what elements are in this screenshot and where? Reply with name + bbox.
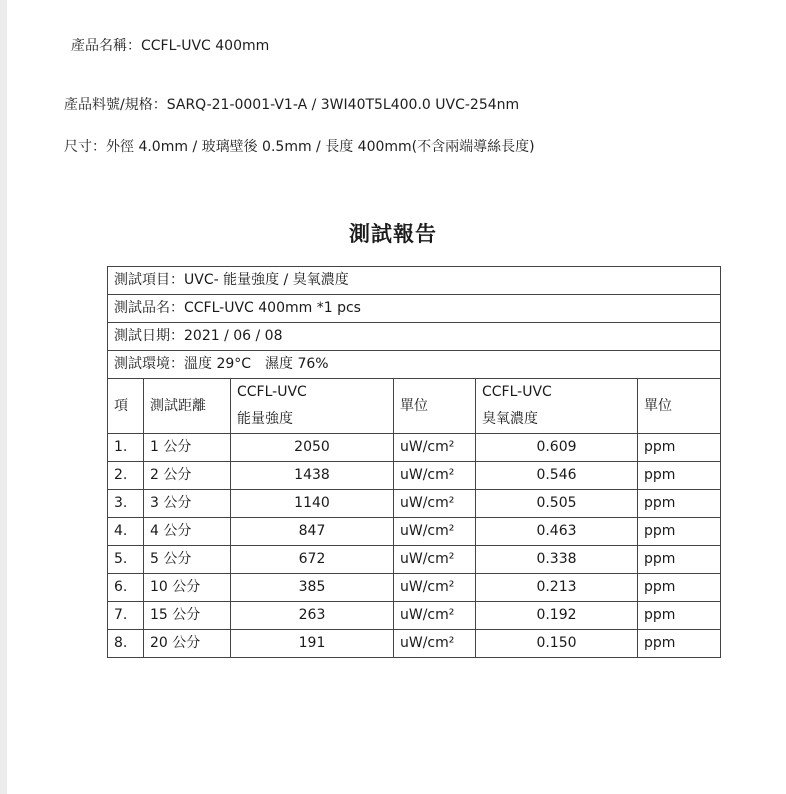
row-ozone-unit-cell: ppm bbox=[638, 434, 721, 462]
row-energy-cell: 263 bbox=[231, 602, 394, 630]
table-row bbox=[108, 574, 721, 602]
product-spec-line: 產品料號/規格：SARQ-21-0001-V1-A / 3WI40T5L400.0 UVC-254nm bbox=[64, 97, 520, 113]
page-left-margin bbox=[0, 0, 7, 794]
row-index-cell: 4. bbox=[108, 518, 144, 546]
row-energy-cell: 385 bbox=[231, 574, 394, 602]
row-distance-cell: 3 公分 bbox=[144, 490, 231, 518]
row-energy-cell: 1438 bbox=[231, 462, 394, 490]
table-row bbox=[108, 630, 721, 658]
row-energy-cell: 2050 bbox=[231, 434, 394, 462]
row-ozone-unit-cell: ppm bbox=[638, 574, 721, 602]
row-ozone-cell: 0.546 bbox=[476, 462, 638, 490]
test-report-table bbox=[107, 266, 721, 658]
row-ozone-cell: 0.609 bbox=[476, 434, 638, 462]
test-env-cell: 測試環境：溫度 29°C 濕度 76% bbox=[108, 351, 721, 379]
row-ozone-unit-cell: ppm bbox=[638, 630, 721, 658]
row-distance-cell: 15 公分 bbox=[144, 602, 231, 630]
table-row bbox=[108, 602, 721, 630]
header-unit-ozone: 單位 bbox=[638, 379, 721, 434]
row-ozone-cell: 0.213 bbox=[476, 574, 638, 602]
row-index-cell: 2. bbox=[108, 462, 144, 490]
row-distance-cell: 5 公分 bbox=[144, 546, 231, 574]
row-index-cell: 6. bbox=[108, 574, 144, 602]
info-row-date bbox=[108, 323, 721, 351]
info-row-item bbox=[108, 267, 721, 295]
table-header-row bbox=[108, 379, 721, 434]
row-index-cell: 5. bbox=[108, 546, 144, 574]
header-ozone bbox=[476, 379, 638, 434]
header-energy bbox=[231, 379, 394, 434]
row-ozone-unit-cell: ppm bbox=[638, 602, 721, 630]
row-distance-cell: 1 公分 bbox=[144, 434, 231, 462]
row-ozone-cell: 0.338 bbox=[476, 546, 638, 574]
row-energy-unit-cell: uW/cm² bbox=[394, 602, 476, 630]
row-energy-cell: 191 bbox=[231, 630, 394, 658]
row-energy-cell: 847 bbox=[231, 518, 394, 546]
report-title: 測試報告 bbox=[349, 222, 437, 246]
row-ozone-cell: 0.150 bbox=[476, 630, 638, 658]
row-index-cell: 7. bbox=[108, 602, 144, 630]
info-row-env bbox=[108, 351, 721, 379]
row-energy-unit-cell: uW/cm² bbox=[394, 630, 476, 658]
row-index-cell: 1. bbox=[108, 434, 144, 462]
row-ozone-cell: 0.192 bbox=[476, 602, 638, 630]
test-item-cell: 測試項目：UVC- 能量強度 / 臭氧濃度 bbox=[108, 267, 721, 295]
header-ozone-line1: CCFL-UVC bbox=[482, 384, 552, 400]
row-index-cell: 3. bbox=[108, 490, 144, 518]
product-size-line: 尺寸：外徑 4.0mm / 玻璃壁後 0.5mm / 長度 400mm(不含兩端導絲長度) bbox=[64, 139, 535, 155]
row-energy-cell: 672 bbox=[231, 546, 394, 574]
test-sample-cell: 測試品名：CCFL-UVC 400mm *1 pcs bbox=[108, 295, 721, 323]
row-energy-cell: 1140 bbox=[231, 490, 394, 518]
row-distance-cell: 4 公分 bbox=[144, 518, 231, 546]
row-ozone-unit-cell: ppm bbox=[638, 518, 721, 546]
row-distance-cell: 10 公分 bbox=[144, 574, 231, 602]
row-energy-unit-cell: uW/cm² bbox=[394, 546, 476, 574]
header-distance: 測試距離 bbox=[144, 379, 231, 434]
row-ozone-unit-cell: ppm bbox=[638, 462, 721, 490]
row-index-cell: 8. bbox=[108, 630, 144, 658]
header-index: 項 bbox=[108, 379, 144, 434]
table-row bbox=[108, 490, 721, 518]
row-distance-cell: 20 公分 bbox=[144, 630, 231, 658]
header-energy-line2: 能量強度 bbox=[237, 411, 293, 427]
row-energy-unit-cell: uW/cm² bbox=[394, 574, 476, 602]
table-row bbox=[108, 546, 721, 574]
header-energy-line1: CCFL-UVC bbox=[237, 384, 307, 400]
row-ozone-unit-cell: ppm bbox=[638, 546, 721, 574]
row-energy-unit-cell: uW/cm² bbox=[394, 434, 476, 462]
table-row bbox=[108, 434, 721, 462]
info-row-sample bbox=[108, 295, 721, 323]
product-name-line: 產品名稱：CCFL-UVC 400mm bbox=[71, 38, 270, 54]
row-energy-unit-cell: uW/cm² bbox=[394, 462, 476, 490]
header-ozone-line2: 臭氧濃度 bbox=[482, 411, 538, 427]
row-distance-cell: 2 公分 bbox=[144, 462, 231, 490]
header-unit-energy: 單位 bbox=[394, 379, 476, 434]
table-row bbox=[108, 518, 721, 546]
row-energy-unit-cell: uW/cm² bbox=[394, 490, 476, 518]
row-ozone-cell: 0.463 bbox=[476, 518, 638, 546]
table-row bbox=[108, 462, 721, 490]
row-ozone-unit-cell: ppm bbox=[638, 490, 721, 518]
row-energy-unit-cell: uW/cm² bbox=[394, 518, 476, 546]
row-ozone-cell: 0.505 bbox=[476, 490, 638, 518]
test-date-cell: 測試日期：2021 / 06 / 08 bbox=[108, 323, 721, 351]
